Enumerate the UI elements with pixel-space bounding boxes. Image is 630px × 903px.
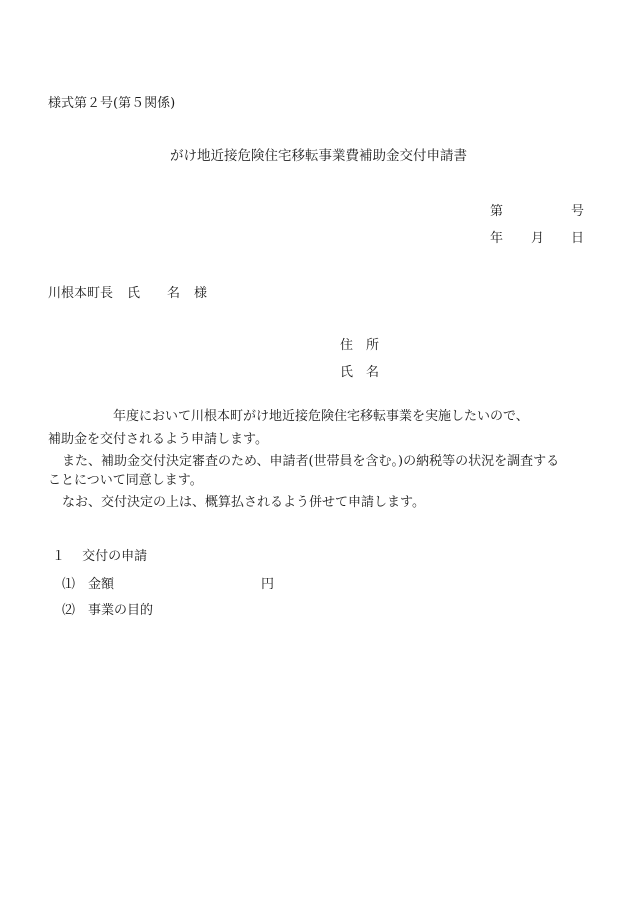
section-1-heading: １ 交付の申請 (52, 549, 148, 564)
body-line-2: 補助金を交付されるよう申請します。 (48, 432, 268, 447)
reference-number-suffix: 号 (571, 204, 585, 219)
item-1-unit: 円 (261, 577, 275, 592)
body-line-1: 年度において川根本町がけ地近接危険住宅移転事業を実施したいので、 (113, 409, 529, 424)
body-line-5: なお、交付決定の上は、概算払されるよう併せて申請します。 (62, 495, 425, 510)
addressee-office: 川根本町長 (48, 286, 114, 301)
date-year-label: 年 (490, 231, 504, 246)
document-title: がけ地近接危険住宅移転事業費補助金交付申請書 (170, 148, 467, 164)
addressee-honorific: 様 (194, 286, 208, 301)
addressee-name-label-1: 氏 (127, 286, 141, 301)
body-line-4: ことについて同意します。 (48, 473, 203, 488)
item-1-label: ⑴ 金額 (62, 577, 115, 592)
reference-number-prefix: 第 (490, 204, 504, 219)
item-2-label: ⑵ 事業の目的 (62, 603, 154, 618)
form-number: 様式第２号(第５関係) (48, 96, 176, 111)
applicant-name-label: 氏 名 (340, 365, 380, 380)
date-day-label: 日 (571, 231, 585, 246)
applicant-address-label: 住 所 (340, 338, 380, 353)
addressee-name-label-2: 名 (167, 286, 181, 301)
date-month-label: 月 (531, 231, 545, 246)
body-line-3: また、補助金交付決定審査のため、申請者(世帯員を含む。)の納税等の状況を調査する (62, 454, 560, 469)
